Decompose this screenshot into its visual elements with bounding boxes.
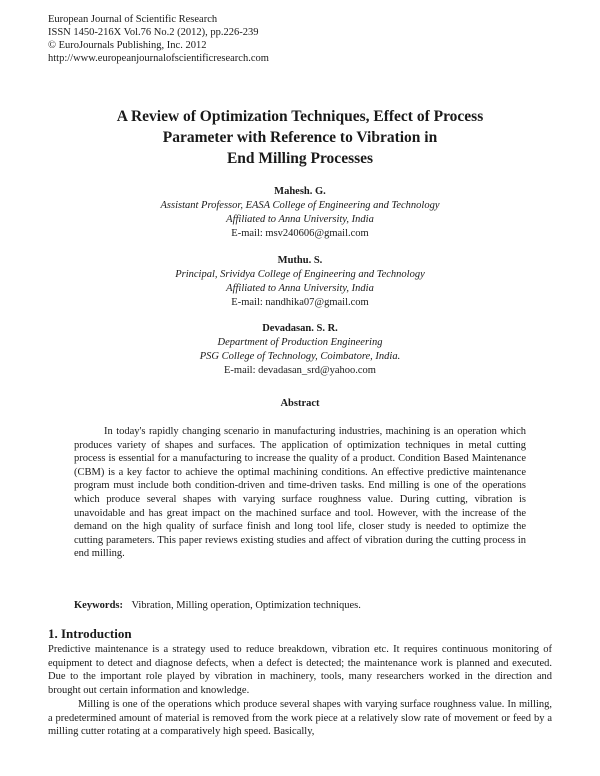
- journal-url[interactable]: http://www.europeanjournalofscientificresearch.com: [48, 53, 269, 64]
- author-affiliation: Affiliated to Anna University, India: [226, 214, 374, 225]
- author-name: Mahesh. G.: [274, 186, 326, 197]
- paper-title: [48, 106, 552, 169]
- section-heading-introduction: 1. Introduction: [48, 626, 132, 641]
- intro-paragraph-2: Milling is one of the operations which produce several shapes with varying surface roughness value. In milling, a predetermined amount of material is removed from the work piece at a relatively slow rate of movement or feed by a milling cutter rotating at a comparatively high speed. Basically,: [48, 699, 552, 738]
- abstract-text: In today's rapidly changing scenario in manufacturing industries, machining is an operation which produces variety of shapes and surfaces. The application of optimization techniques in metal cutting process is essential for a manufacturing to increase the quality of a product. Condition Based Maintenance (CBM) is a key factor to achieve the optimal machining conditions. An effective predictive maintenance program must include both condition-driven and time-driven tasks. End milling is one of the operations which produce several shapes with varying surface roughness value. During cutting, vibration is unavoidable and has great impact on the machined surface and tool. However, with the increase of the demand on the high quality of surface finish and long tool life, closer study is needed to optimize the cutting parameters. This paper reviews existing studies and affect of vibration during the cutting process in end milling.: [74, 426, 526, 560]
- author-affiliation: Department of Production Engineering: [217, 337, 383, 348]
- author-email: E-mail: msv240606@gmail.com: [231, 228, 369, 239]
- author-email: E-mail: nandhika07@gmail.com: [231, 297, 369, 308]
- abstract-heading: Abstract: [280, 398, 320, 409]
- journal-publisher: © EuroJournals Publishing, Inc. 2012: [48, 40, 207, 51]
- author-name: Muthu. S.: [277, 255, 323, 266]
- author-block-2: [48, 254, 552, 310]
- author-affiliation: Principal, Srividya College of Engineering and Technology: [175, 269, 425, 280]
- journal-issn: ISSN 1450-216X Vol.76 No.2 (2012), pp.226-239: [48, 27, 259, 38]
- keywords-line: [74, 600, 361, 611]
- title-line: End Milling Processes: [226, 150, 374, 167]
- intro-paragraph-1: Predictive maintenance is a strategy used to reduce breakdown, vibration etc. It requires continuous monitoring of equipment to detect and diagnose defects, when a defect is detected; the maintenance work is planned and executed. Due to the important role played by vibration in machinery, tools, many researchers worked in the direction and brought out certain information and knowledge.: [48, 644, 552, 696]
- author-block-3: [48, 322, 552, 378]
- keywords-text: Vibration, Milling operation, Optimization techniques.: [131, 600, 361, 611]
- author-name: Devadasan. S. R.: [262, 323, 338, 334]
- author-block-1: [48, 185, 552, 241]
- keywords-label: Keywords:: [74, 600, 123, 611]
- author-affiliation: PSG College of Technology, Coimbatore, India.: [199, 351, 401, 362]
- author-email: E-mail: devadasan_srd@yahoo.com: [224, 365, 376, 376]
- author-affiliation: Assistant Professor, EASA College of Engineering and Technology: [160, 200, 440, 211]
- author-affiliation: Affiliated to Anna University, India: [226, 283, 374, 294]
- journal-name: European Journal of Scientific Research: [48, 14, 218, 25]
- title-line: Parameter with Reference to Vibration in: [162, 129, 438, 146]
- journal-header: [48, 13, 269, 65]
- title-line: A Review of Optimization Techniques, Effect of Process: [116, 108, 484, 125]
